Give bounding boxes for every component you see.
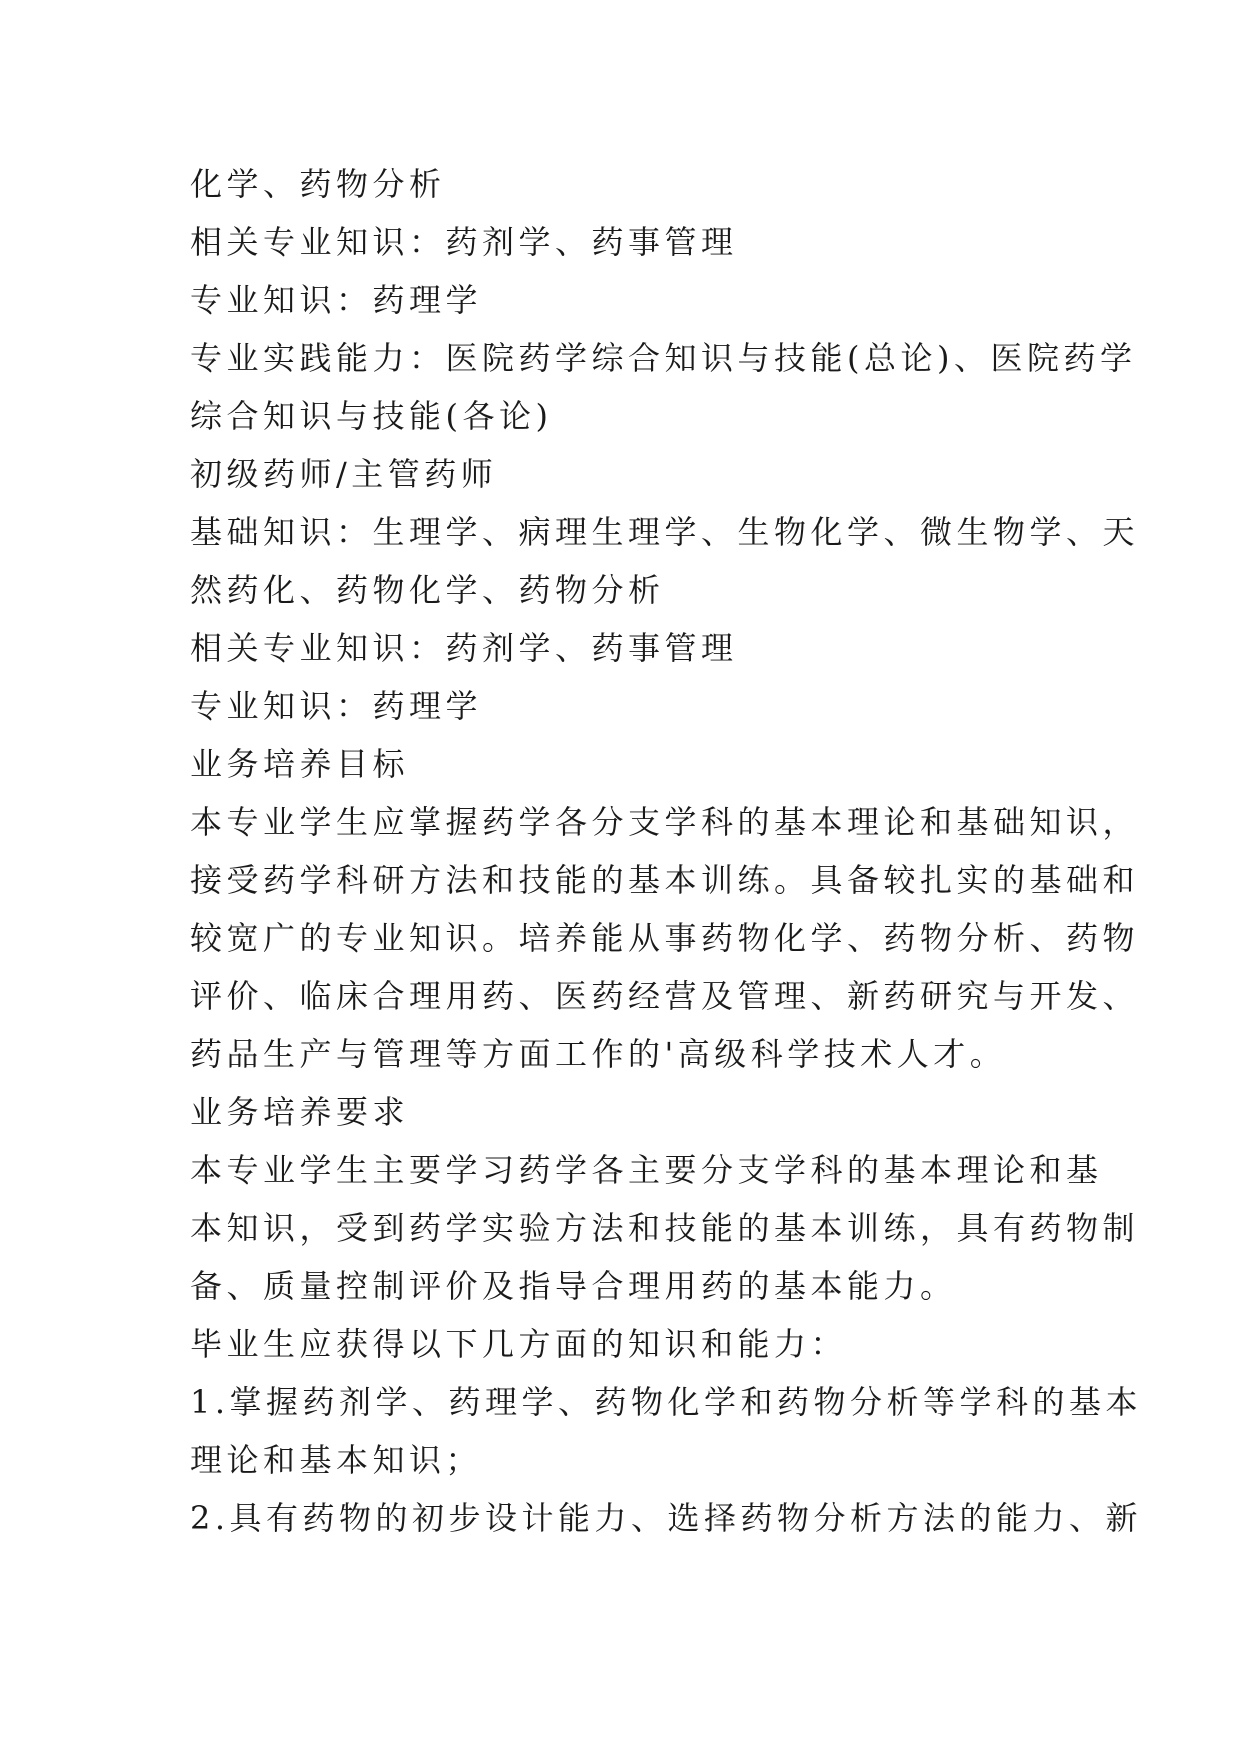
text-line: 评价、临床合理用药、医药经营及管理、新药研究与开发、 [190,977,1140,1015]
text-line: 初级药师/主管药师 [190,455,498,493]
text-line: 相关专业知识：药剂学、药事管理 [190,629,738,667]
text-line: 综合知识与技能(各论) [190,397,553,435]
text-line: 化学、药物分析 [190,165,446,203]
text-line: 较宽广的专业知识。培养能从事药物化学、药物分析、药物 [190,919,1140,957]
text-line: 药品生产与管理等方面工作的'高级科学技术人才。 [190,1035,1007,1073]
text-line: 接受药学科研方法和技能的基本训练。具备较扎实的基础和 [190,861,1140,899]
list-item: 1.掌握药剂学、药理学、药物化学和药物分析等学科的基本 [190,1383,1143,1421]
text-line: 理论和基本知识； [190,1441,483,1479]
text-line: 本专业学生主要学习药学各主要分支学科的基本理论和基 [190,1151,1103,1189]
text-line: 备、质量控制评价及指导合理用药的基本能力。 [190,1267,957,1305]
text-line: 然药化、药物化学、药物分析 [190,571,665,609]
list-item: 2.具有药物的初步设计能力、选择药物分析方法的能力、新 [190,1499,1143,1537]
text-line: 专业知识：药理学 [190,687,483,725]
section-heading: 业务培养要求 [190,1093,410,1131]
text-line: 本知识，受到药学实验方法和技能的基本训练，具有药物制 [190,1209,1140,1247]
text-line: 本专业学生应掌握药学各分支学科的基本理论和基础知识， [190,803,1140,841]
text-line: 专业知识：药理学 [190,281,483,319]
text-line: 基础知识：生理学、病理生理学、生物化学、微生物学、天 [190,513,1140,551]
text-line: 专业实践能力：医院药学综合知识与技能(总论)、医院药学 [190,339,1137,377]
section-heading: 业务培养目标 [190,745,410,783]
text-line: 毕业生应获得以下几方面的知识和能力： [190,1325,848,1363]
text-line: 相关专业知识：药剂学、药事管理 [190,223,738,261]
